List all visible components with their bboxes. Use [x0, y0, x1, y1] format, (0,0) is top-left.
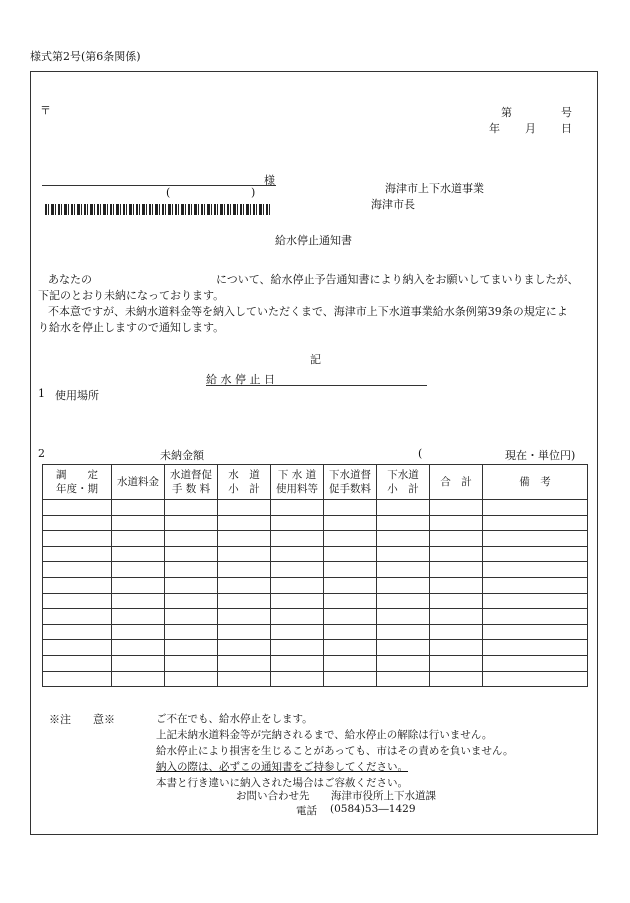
date-year: 年 — [489, 122, 500, 135]
body-line4: り給水を停止しますので通知します。 — [38, 321, 225, 334]
table-cell — [165, 577, 218, 593]
table-cell — [271, 640, 324, 656]
note-line-5: 本書と行き違いに納入された場合はご容赦ください。 — [156, 777, 408, 789]
addressee-paren-open: ( — [166, 186, 171, 199]
table-cell — [43, 500, 112, 516]
table-cell — [324, 624, 377, 640]
table-row — [43, 562, 588, 578]
table-cell — [377, 531, 430, 547]
table-cell — [165, 640, 218, 656]
header-sewer-dunning-fee: 下水道督 促手数料 — [324, 465, 377, 500]
table-cell — [430, 671, 483, 687]
table-cell — [218, 609, 271, 625]
table-cell — [271, 671, 324, 687]
table-cell — [112, 577, 165, 593]
table-cell — [271, 562, 324, 578]
table-cell — [112, 655, 165, 671]
table-cell — [112, 671, 165, 687]
table-cell — [112, 531, 165, 547]
section1-label: 使用場所 — [55, 389, 99, 402]
table-cell — [483, 515, 588, 531]
table-row — [43, 671, 588, 687]
contact-tel: (0584)53―1429 — [330, 803, 416, 815]
table-cell — [43, 577, 112, 593]
table-cell — [483, 655, 588, 671]
table-cell — [483, 562, 588, 578]
table-cell — [218, 655, 271, 671]
table-row — [43, 624, 588, 640]
number-dai: 第 — [501, 106, 512, 119]
table-cell — [324, 609, 377, 625]
header-water-dunning-fee: 水道督促 手 数 料 — [165, 465, 218, 500]
table-cell — [324, 500, 377, 516]
table-cell — [430, 593, 483, 609]
section2-number: 2 — [38, 447, 45, 460]
table-cell — [165, 671, 218, 687]
table-cell — [377, 609, 430, 625]
table-cell — [324, 515, 377, 531]
table-cell — [430, 500, 483, 516]
table-cell — [112, 515, 165, 531]
table-cell — [430, 515, 483, 531]
stop-date-label: 給 水 停 止 日 — [206, 373, 275, 386]
table-cell — [218, 531, 271, 547]
table-cell — [483, 624, 588, 640]
table-cell — [43, 562, 112, 578]
table-cell — [377, 500, 430, 516]
addressee-paren-close: ) — [251, 186, 256, 199]
table-cell — [218, 624, 271, 640]
header-period: 調 定 年度・期 — [43, 465, 112, 500]
header-water-fee: 水道料金 — [112, 465, 165, 500]
table-cell — [218, 671, 271, 687]
header-total: 合 計 — [430, 465, 483, 500]
table-cell — [430, 640, 483, 656]
ki-heading: 記 — [310, 353, 321, 366]
table-cell — [483, 546, 588, 562]
table-cell — [271, 624, 324, 640]
table-cell — [165, 500, 218, 516]
table-cell — [112, 500, 165, 516]
table-cell — [377, 593, 430, 609]
table-cell — [43, 531, 112, 547]
table-cell — [483, 500, 588, 516]
table-cell — [430, 655, 483, 671]
table-cell — [271, 515, 324, 531]
table-cell — [218, 593, 271, 609]
table-cell — [377, 515, 430, 531]
table-cell — [43, 624, 112, 640]
table-cell — [165, 546, 218, 562]
table-header-row — [43, 465, 588, 500]
note-line-3: 給水停止により損害を生じることがあっても、市はその責めを負いません。 — [156, 745, 514, 757]
table-row — [43, 531, 588, 547]
form-number-header: 様式第2号(第6条関係) — [30, 50, 141, 63]
table-cell — [377, 562, 430, 578]
table-cell — [165, 655, 218, 671]
body-line3: 不本意ですが、未納水道料金等を納入していただくまで、海津市上下水道事業給水条例第39条の規定によ — [48, 305, 568, 318]
table-cell — [324, 671, 377, 687]
table-row — [43, 609, 588, 625]
contact-tel-label: 電話 — [296, 805, 317, 817]
table-row — [43, 546, 588, 562]
note-line-2: 上記未納水道料金等が完納されるまで、給水停止の解除は行いません。 — [156, 729, 493, 741]
body-line1b: について、給水停止予告通知書により納入をお願いしてまいりましたが、 — [216, 273, 579, 286]
table-cell — [218, 500, 271, 516]
table-cell — [43, 655, 112, 671]
table-cell — [43, 593, 112, 609]
addressee-line — [42, 185, 276, 186]
issuer-line2: 海津市長 — [371, 198, 415, 211]
table-cell — [112, 546, 165, 562]
stop-date-line — [206, 385, 427, 386]
table-cell — [483, 671, 588, 687]
table-cell — [377, 546, 430, 562]
section2-paren: ( — [418, 447, 423, 460]
table-cell — [43, 671, 112, 687]
table-row — [43, 515, 588, 531]
header-sewer-subtotal: 下水道 小 計 — [377, 465, 430, 500]
customer-barcode — [45, 204, 270, 215]
table-cell — [165, 515, 218, 531]
table-row — [43, 655, 588, 671]
table-cell — [483, 609, 588, 625]
table-cell — [112, 593, 165, 609]
table-cell — [324, 640, 377, 656]
table-cell — [430, 577, 483, 593]
section2-unit-note: 現在・単位円) — [505, 449, 576, 462]
table-cell — [112, 562, 165, 578]
table-cell — [430, 609, 483, 625]
table-cell — [271, 500, 324, 516]
header-sewer-usage: 下 水 道 使用料等 — [271, 465, 324, 500]
date-day: 日 — [561, 122, 572, 135]
table-cell — [483, 640, 588, 656]
contact-office: 海津市役所上下水道課 — [331, 790, 436, 802]
body-line2: 下記のとおり未納になっております。 — [38, 289, 225, 302]
table-cell — [377, 624, 430, 640]
table-cell — [271, 609, 324, 625]
arrears-table — [42, 464, 588, 687]
table-cell — [218, 515, 271, 531]
table-row — [43, 500, 588, 516]
table-cell — [324, 655, 377, 671]
table-cell — [271, 531, 324, 547]
table-cell — [218, 546, 271, 562]
table-cell — [271, 577, 324, 593]
table-cell — [112, 609, 165, 625]
table-row — [43, 640, 588, 656]
table-cell — [271, 655, 324, 671]
issuer-line1: 海津市上下水道事業 — [385, 182, 484, 195]
table-cell — [483, 577, 588, 593]
table-cell — [218, 562, 271, 578]
section1-number: 1 — [38, 387, 45, 400]
date-month: 月 — [525, 122, 536, 135]
table-cell — [165, 609, 218, 625]
section2-label: 未納金額 — [160, 449, 204, 462]
table-cell — [430, 562, 483, 578]
table-cell — [165, 562, 218, 578]
note-line-4: 納入の際は、必ずこの通知書をご持参してください。 — [156, 761, 408, 773]
body-line1a: あなたの — [48, 273, 92, 286]
table-cell — [165, 593, 218, 609]
table-cell — [483, 593, 588, 609]
table-cell — [324, 577, 377, 593]
table-cell — [377, 671, 430, 687]
document-title: 給水停止通知書 — [275, 234, 352, 247]
number-go: 号 — [561, 106, 572, 119]
table-row — [43, 593, 588, 609]
header-remarks: 備 考 — [483, 465, 588, 500]
notes-label: ※注 意※ — [49, 713, 115, 726]
note-line-1: ご不在でも、給水停止をします。 — [156, 713, 313, 725]
table-cell — [324, 546, 377, 562]
table-cell — [271, 546, 324, 562]
table-cell — [165, 531, 218, 547]
table-cell — [377, 655, 430, 671]
header-water-subtotal: 水 道 小 計 — [218, 465, 271, 500]
postal-mark: 〒 — [40, 104, 51, 117]
table-cell — [324, 562, 377, 578]
table-cell — [430, 546, 483, 562]
table-cell — [112, 624, 165, 640]
table-cell — [324, 593, 377, 609]
table-cell — [43, 640, 112, 656]
table-cell — [165, 624, 218, 640]
table-cell — [483, 531, 588, 547]
table-cell — [377, 640, 430, 656]
table-cell — [112, 640, 165, 656]
table-cell — [43, 609, 112, 625]
table-cell — [430, 624, 483, 640]
table-cell — [43, 546, 112, 562]
table-cell — [377, 577, 430, 593]
table-cell — [430, 531, 483, 547]
table-row — [43, 577, 588, 593]
contact-label: お問い合わせ先 — [236, 790, 310, 802]
table-cell — [43, 515, 112, 531]
table-cell — [218, 640, 271, 656]
table-cell — [218, 577, 271, 593]
addressee-sama: 様 — [264, 174, 275, 187]
table-cell — [271, 593, 324, 609]
table-cell — [324, 531, 377, 547]
